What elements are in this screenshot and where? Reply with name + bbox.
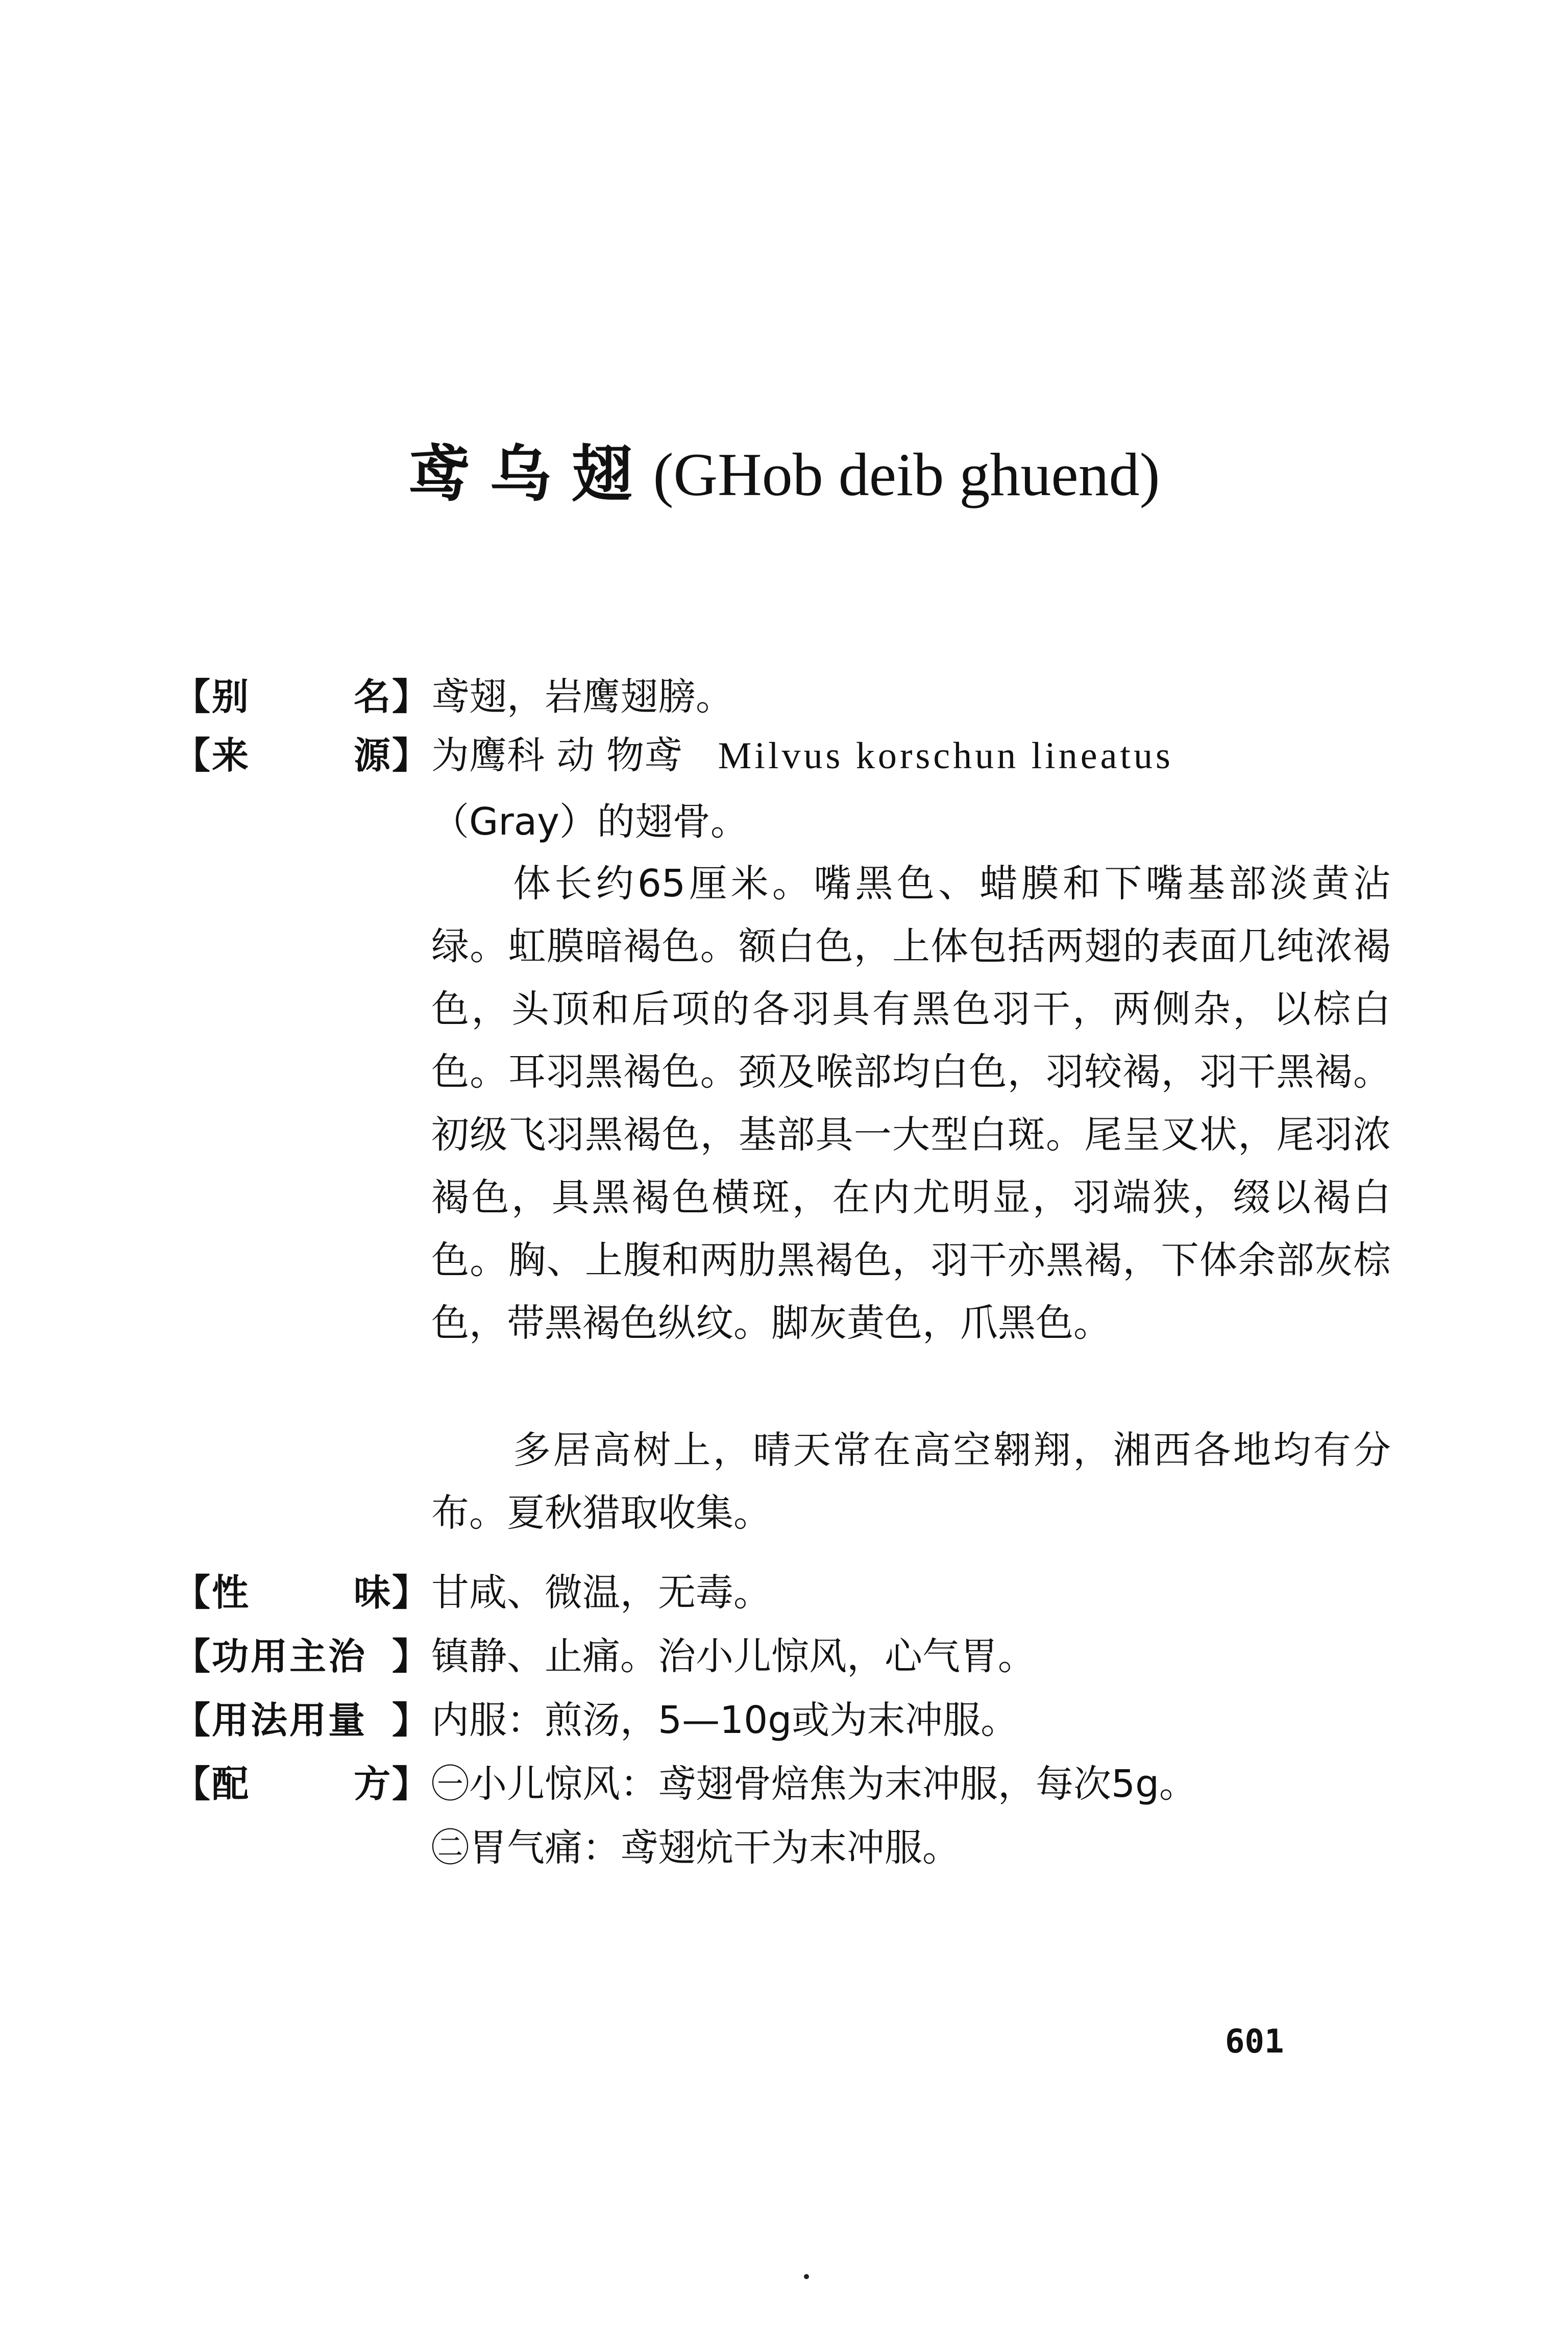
label-bracket-close: 】 <box>391 1571 429 1614</box>
source-text-cn: 为鹰科 动 物鸢 <box>431 734 682 777</box>
dosage-text: 内服：煎汤，5—10g或为末冲服。 <box>431 1698 1019 1742</box>
label-bracket-open: 【 <box>174 1571 211 1614</box>
label-bracket-open: 【 <box>174 675 211 718</box>
nature-text: 甘咸、微温，无毒。 <box>431 1571 771 1615</box>
label-bracket-close: 】 <box>391 1763 429 1805</box>
source-text <box>431 730 1391 781</box>
label-char-1: 配 <box>212 1763 249 1805</box>
label-bracket-open: 【 <box>174 734 211 777</box>
label-text: 用法用量 <box>212 1699 368 1742</box>
alias-text: 鸢翅，岩鹰翅膀。 <box>431 675 733 719</box>
label-bracket-close: 】 <box>391 734 429 777</box>
page-number: 601 <box>1225 2023 1284 2061</box>
label-char-2: 名 <box>353 675 390 718</box>
scan-speck <box>804 2274 809 2279</box>
label-text: 功用主治 <box>212 1635 368 1678</box>
label-bracket-close: 】 <box>391 675 429 718</box>
entry-title <box>0 434 1568 516</box>
label-bracket-open: 【 <box>174 1763 211 1805</box>
label-char-1: 来 <box>212 734 249 777</box>
label-bracket-close: 】 <box>391 1635 429 1678</box>
prescription-item-1: ㊀小儿惊风：鸢翅骨焙焦为末冲服，每次5g。 <box>431 1762 1197 1806</box>
function-text: 镇静、止痛。治小儿惊风，心气胃。 <box>431 1634 1036 1678</box>
label-char-1: 性 <box>212 1571 249 1614</box>
label-bracket-open: 【 <box>174 1635 211 1678</box>
title-chinese: 鸢乌翅 <box>408 439 653 510</box>
label-bracket-close: 】 <box>391 1699 429 1742</box>
label-char-1: 别 <box>212 675 249 718</box>
prescription-item-2: ㊁胃气痛：鸢翅炕干为末冲服。 <box>431 1826 960 1870</box>
description-paragraph: 体长约65厘米。嘴黑色、蜡膜和下嘴基部淡黄沾绿。虹膜暗褐色。额白色，上体包括两翅的表面几纯浓褐色，头顶和后项的各羽具有黑色羽干，两侧杂，以棕白色。耳羽黑褐色。颈及喉部均白色，羽较褐，羽干黑褐。初级飞羽黑褐色，基部具一大型白斑。尾呈叉状，尾羽浓褐色，具黑褐色横斑，在内尤明显，羽端狭，缀以褐白色。胸、上腹和两肋黑褐色，羽干亦黑褐，下体余部灰棕色，带黑褐色纵纹。脚灰黄色，爪黑色。 <box>431 862 1391 1345</box>
label-bracket-open: 【 <box>174 1699 211 1742</box>
label-char-2: 味 <box>353 1571 390 1614</box>
label-char-2: 方 <box>353 1763 390 1805</box>
habitat-paragraph: 多居高树上，晴天常在高空翱翔，湘西各地均有分布。夏秋猎取收集。 <box>431 1428 1391 1535</box>
title-romanized: (GHob deib ghuend) <box>653 441 1160 508</box>
source-text-line2: （Gray）的翅骨。 <box>431 800 748 844</box>
label-char-2: 源 <box>353 734 390 777</box>
source-latin-name: Milvus korschun lineatus <box>718 735 1173 777</box>
